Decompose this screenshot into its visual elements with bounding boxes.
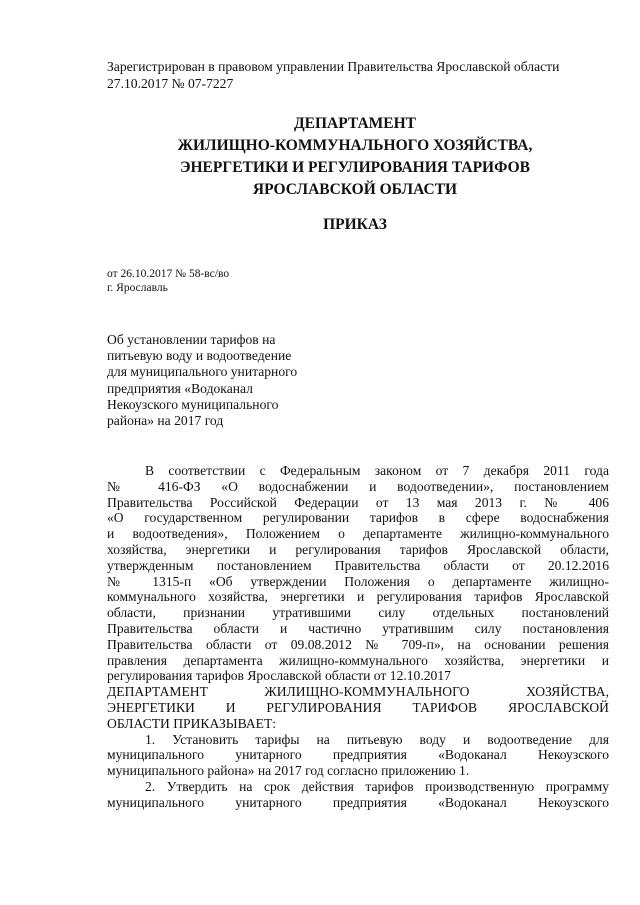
order-meta bbox=[107, 267, 229, 295]
body-line: и водоотведения», Положением о департаменте жилищно-коммунального bbox=[107, 526, 609, 542]
department-title-line: ЭНЕРГЕТИКИ И РЕГУЛИРОВАНИЯ ТАРИФОВ bbox=[179, 159, 531, 176]
body-line: 1. Установить тарифы на питьевую воду и водоотведение для bbox=[145, 731, 609, 747]
registration-note bbox=[107, 58, 617, 92]
body-line: Правительства области от 09.08.2012 № 709-п», на основании решения bbox=[107, 636, 609, 652]
order-subject bbox=[107, 332, 297, 429]
body-line: муниципального района» на 2017 год согласно приложению 1. bbox=[107, 763, 470, 779]
order-city: г. Ярославль bbox=[107, 282, 168, 294]
body-line: «О государственном регулировании тарифов в сфере водоснабжения bbox=[107, 510, 609, 526]
body-line: ДЕПАРТАМЕНТ ЖИЛИЩНО-КОММУНАЛЬНОГО ХОЗЯЙСТВА, bbox=[107, 684, 609, 700]
body-line: Правительства Российской Федерации от 13 мая 2013 г. № 406 bbox=[107, 494, 609, 510]
body-line: регулирования тарифов Ярославской области от 12.10.2017 bbox=[107, 668, 451, 684]
body-line: хозяйства, энергетики и регулирования тарифов Ярославской области, bbox=[107, 541, 609, 557]
department-title bbox=[95, 113, 615, 201]
order-title: ПРИКАЗ bbox=[323, 216, 387, 233]
body-line: ОБЛАСТИ ПРИКАЗЫВАЕТ: bbox=[107, 715, 277, 731]
department-title-line: ДЕПАРТАМЕНТ bbox=[293, 115, 417, 132]
subject-line: Некоузского муниципального bbox=[107, 396, 279, 412]
subject-line: для муниципального унитарного bbox=[107, 364, 298, 380]
body-line: области, признании утратившими силу отдельных постановлений bbox=[107, 605, 609, 621]
body-line: утвержденным постановлением Правительства области от 20.12.2016 bbox=[107, 557, 609, 573]
body-line: муниципального унитарного предприятия «Водоканал Некоузского bbox=[107, 794, 609, 810]
body-line: № 416-ФЗ «О водоснабжении и водоотведении», постановлением bbox=[107, 478, 609, 494]
body-line: Правительства области и частично утратившим силу постановления bbox=[107, 620, 609, 636]
subject-line: предприятия «Водоканал bbox=[107, 380, 253, 396]
subject-line: Об установлении тарифов на bbox=[107, 332, 276, 347]
department-title-line: ЖИЛИЩНО-КОММУНАЛЬНОГО ХОЗЯЙСТВА, bbox=[177, 137, 533, 154]
order-date-number: от 26.10.2017 № 58-вс/во bbox=[107, 268, 230, 280]
body-line: В соответствии с Федеральным законом от 7 декабря 2011 года bbox=[145, 463, 609, 478]
order-body bbox=[107, 463, 609, 811]
body-line: муниципального унитарного предприятия «Водоканал Некоузского bbox=[107, 747, 609, 763]
body-line: № 1315-п «Об утверждении Положения о департаменте жилищно- bbox=[107, 573, 609, 589]
registration-number: 27.10.2017 № 07-7227 bbox=[107, 76, 234, 91]
registration-line: Зарегистрирован в правовом управлении Правительства Ярославской области bbox=[107, 59, 560, 74]
subject-line: питьевую воду и водоотведение bbox=[107, 348, 292, 364]
body-line: ЭНЕРГЕТИКИ И РЕГУЛИРОВАНИЯ ТАРИФОВ ЯРОСЛАВСКОЙ bbox=[107, 699, 609, 715]
body-line: правления департамента жилищно-коммунального хозяйства, энергетики и bbox=[107, 652, 609, 668]
department-title-line: ЯРОСЛАВСКОЙ ОБЛАСТИ bbox=[252, 181, 458, 198]
body-line: коммунального хозяйства, энергетики и регулирования тарифов Ярославской bbox=[107, 589, 609, 605]
subject-line: района» на 2017 год bbox=[107, 413, 224, 429]
body-line: 2. Утвердить на срок действия тарифов производственную программу bbox=[145, 778, 609, 794]
